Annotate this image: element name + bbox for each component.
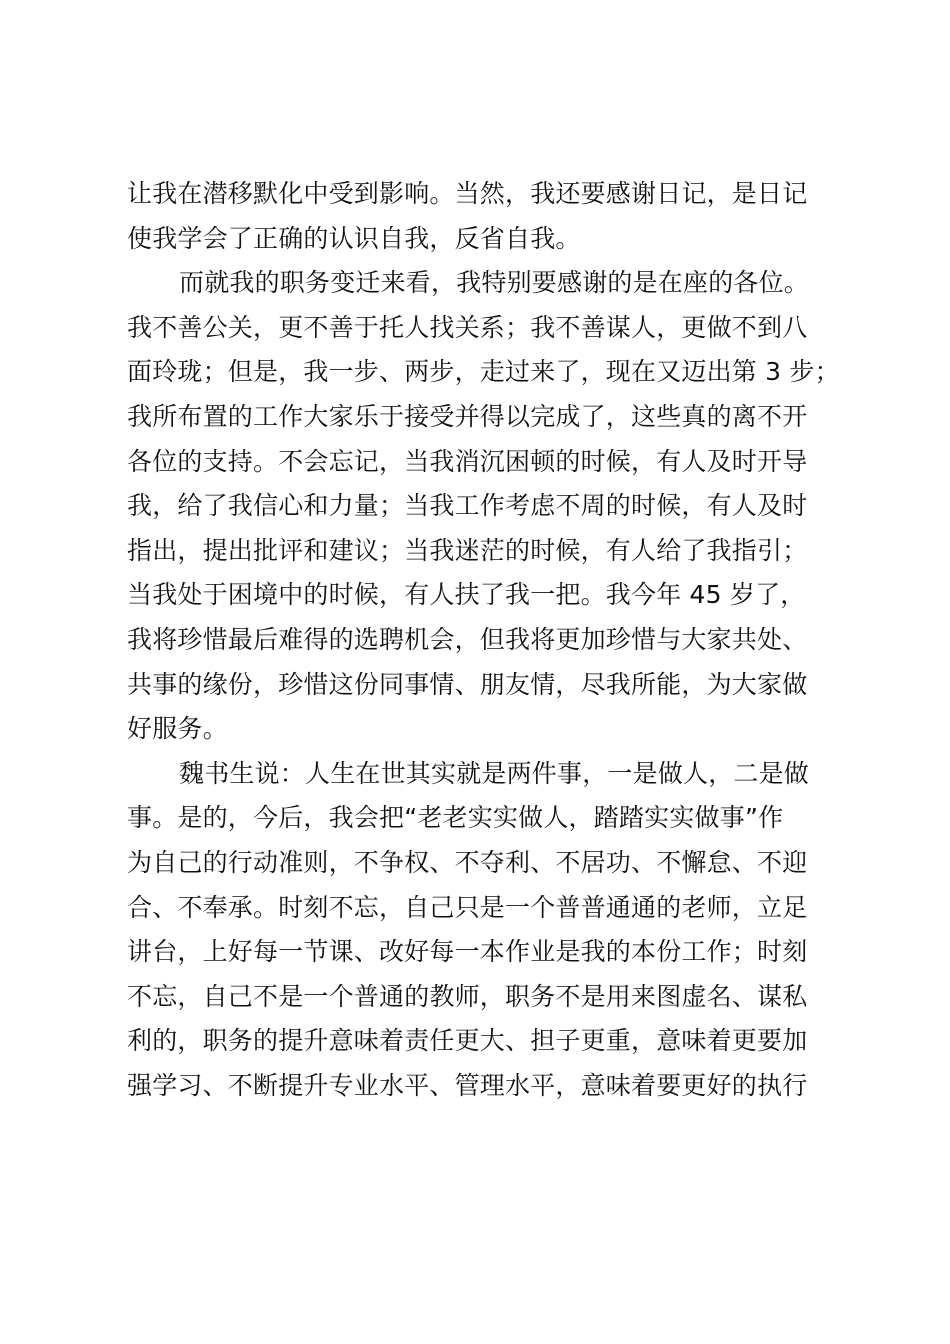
text-line: 面玲珑；但是，我一步、两步，走过来了，现在又迈出第 3 步； — [127, 357, 840, 387]
text-line: 利的，职务的提升意味着责任更大、担子更重，意味着更要加 — [127, 1026, 808, 1056]
text-line: 强学习、不断提升专业水平、管理水平，意味着要更好的执行 — [127, 1070, 808, 1100]
text-line: 不忘，自己不是一个普通的教师，职务不是用来图虚名、谋私 — [127, 981, 808, 1011]
text-line: 我，给了我信心和力量；当我工作考虑不周的时候，有人及时 — [127, 491, 808, 521]
text-line: 我所布置的工作大家乐于接受并得以完成了，这些真的离不开 — [127, 401, 808, 431]
text-line: 指出，提出批评和建议；当我迷茫的时候，有人给了我指引； — [127, 535, 808, 565]
text-line: 让我在潜移默化中受到影响。当然，我还要感谢日记，是日记 — [127, 179, 808, 208]
text-line: 使我学会了正确的认识自我，反省自我。 — [127, 223, 581, 253]
text-line: 为自己的行动准则，不争权、不夺利、不居功、不懈怠、不迎 — [127, 847, 808, 877]
text-line: 我将珍惜最后难得的选聘机会，但我将更加珍惜与大家共处、 — [127, 624, 808, 654]
text-line: 当我处于困境中的时候，有人扶了我一把。我今年 45 岁了， — [127, 580, 806, 610]
paragraph-start-line: 而就我的职务变迁来看，我特别要感谢的是在座的各位。 — [179, 268, 810, 298]
body-text — [127, 172, 847, 1108]
text-line: 好服务。 — [127, 714, 228, 744]
text-line: 我不善公关，更不善于托人找关系；我不善谋人，更做不到八 — [127, 312, 808, 342]
text-line: 各位的支持。不会忘记，当我消沉困顿的时候，有人及时开导 — [127, 446, 808, 476]
text-line: 事。是的，今后，我会把“老老实实做人，踏踏实实做事”作 — [127, 803, 784, 833]
text-line: 讲台，上好每一节课、改好每一本作业是我的本份工作；时刻 — [127, 937, 808, 967]
text-line: 合、不奉承。时刻不忘，自己只是一个普普通通的老师，立足 — [127, 892, 808, 922]
paragraph-start-line: 魏书生说：人生在世其实就是两件事，一是做人，二是做 — [179, 758, 810, 788]
text-line: 共事的缘份，珍惜这份同事情、朋友情，尽我所能，为大家做 — [127, 669, 808, 699]
